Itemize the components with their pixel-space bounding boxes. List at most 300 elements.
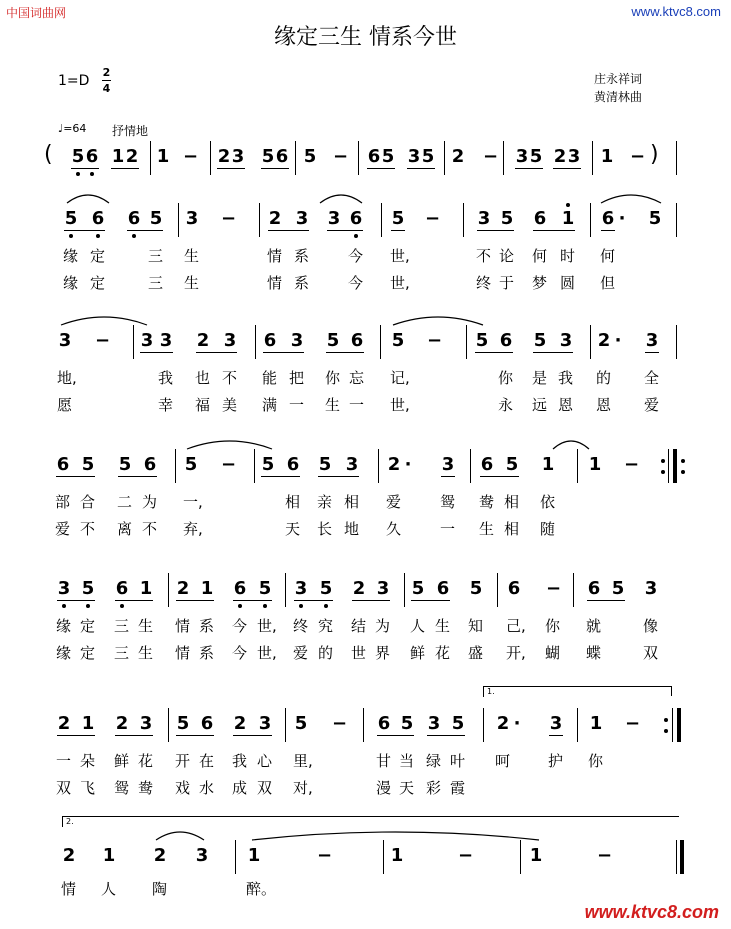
- lyric-char: 我: [558, 369, 574, 387]
- note: −: [183, 146, 199, 167]
- note: −: [425, 208, 441, 229]
- open-paren: (: [44, 142, 53, 167]
- lyric-char: 定: [90, 274, 106, 292]
- beam-underline: [326, 352, 364, 353]
- lyric-char: 相: [344, 493, 360, 511]
- note: 6: [436, 578, 450, 599]
- note: 6: [263, 330, 277, 351]
- note: −: [625, 713, 641, 734]
- slur-arc: [319, 190, 363, 204]
- lyricist-credit: 庄永祥词: [594, 72, 643, 86]
- note: 1: [390, 845, 404, 866]
- bar-line: [363, 708, 364, 742]
- beam-underline: [587, 600, 625, 601]
- lyric-char: 相: [504, 493, 520, 511]
- beam-underline: [601, 230, 615, 231]
- bar-line: [378, 449, 379, 483]
- lyric-char: 不: [80, 520, 96, 538]
- note: −: [624, 454, 640, 475]
- lyric-char: 在: [199, 752, 215, 770]
- final-bar-thick: [680, 840, 684, 874]
- beam-underline: [57, 600, 95, 601]
- lyric-char: 系: [199, 617, 215, 635]
- lyric-char: 生: [435, 617, 451, 635]
- lyric-char: 也: [195, 369, 211, 387]
- note: 3: [407, 146, 421, 167]
- lyric-char: 部: [55, 493, 71, 511]
- lyric-char: 情: [175, 617, 191, 635]
- lyric-char: 彩: [426, 779, 442, 797]
- note: 3: [477, 208, 491, 229]
- lyric-char: 亲: [317, 493, 333, 511]
- note: 2: [496, 713, 510, 734]
- lyric-char: 花: [138, 752, 154, 770]
- lyric-char: 呵: [495, 752, 511, 770]
- note: 2: [597, 330, 611, 351]
- note: 6: [499, 330, 513, 351]
- note: ·: [614, 330, 622, 351]
- repeat-dot: [681, 459, 685, 463]
- close-paren: ): [650, 142, 659, 167]
- note: ·: [513, 713, 521, 734]
- lyric-char: 护: [548, 752, 564, 770]
- lyric-char: 生: [138, 617, 154, 635]
- lyric-char: 鲜: [114, 752, 130, 770]
- bar-line: [381, 203, 382, 237]
- note: 3: [195, 845, 209, 866]
- lyric-char: 开,: [506, 644, 526, 662]
- note: 1: [102, 845, 116, 866]
- note: 1: [588, 454, 602, 475]
- repeat-bar-thick: [673, 449, 677, 483]
- beam-underline: [441, 476, 455, 477]
- lyric-char: 里,: [293, 752, 313, 770]
- beam-underline: [480, 476, 519, 477]
- lyric-char: 爱: [386, 493, 402, 511]
- note: 2: [387, 454, 401, 475]
- beam-underline: [64, 230, 105, 231]
- lyric-char: 朵: [80, 752, 96, 770]
- note: 5: [421, 146, 435, 167]
- lyric-char: 你: [325, 369, 341, 387]
- lyric-char: 今: [232, 644, 248, 662]
- bar-line: [175, 449, 176, 483]
- beam-underline: [118, 476, 157, 477]
- lyric-char: 的: [596, 369, 612, 387]
- lyric-char: 忘: [349, 369, 365, 387]
- lyric-char: 定: [80, 644, 96, 662]
- note: 6: [115, 578, 129, 599]
- lyric-char: 系: [294, 247, 310, 265]
- bar-line: [254, 449, 255, 483]
- lyric-char: 依: [540, 493, 556, 511]
- beam-underline: [377, 735, 414, 736]
- note: 5: [81, 454, 95, 475]
- lyric-char: 世,: [390, 396, 410, 414]
- slur-arc: [60, 312, 148, 326]
- lower-octave-dot: [299, 604, 303, 608]
- beam-underline: [477, 230, 514, 231]
- beam-underline: [645, 352, 659, 353]
- site-watermark-right[interactable]: www.ktvc8.com: [631, 4, 721, 19]
- note: 6: [200, 713, 214, 734]
- note: 1: [600, 146, 614, 167]
- lyric-char: 缘: [56, 617, 72, 635]
- beam-underline: [391, 230, 405, 231]
- lyric-char: 鲜: [410, 644, 426, 662]
- bar-line: [259, 203, 260, 237]
- note: 5: [64, 208, 78, 229]
- lyric-char: 双: [56, 779, 72, 797]
- lyric-char: 幸: [158, 396, 174, 414]
- note: 2: [57, 713, 71, 734]
- second-ending-label: 2.: [66, 817, 74, 826]
- lyric-char: 久: [386, 520, 402, 538]
- note: 2: [268, 208, 282, 229]
- note: 3: [549, 713, 563, 734]
- note: 3: [567, 146, 581, 167]
- lyric-char: 恩: [558, 396, 574, 414]
- note: 1: [529, 845, 543, 866]
- lyric-char: 离: [117, 520, 133, 538]
- repeat-dot: [661, 470, 665, 474]
- note: 1: [589, 713, 603, 734]
- note: 3: [159, 330, 173, 351]
- note: 3: [515, 146, 529, 167]
- note: 1: [156, 146, 170, 167]
- lyric-char: 人: [410, 617, 426, 635]
- lyric-char: 三: [114, 644, 130, 662]
- note: 5: [81, 578, 95, 599]
- lyric-char: 时: [560, 247, 576, 265]
- lyric-char: 全: [644, 369, 660, 387]
- lyric-char: 把: [289, 369, 305, 387]
- bar-line: [358, 141, 359, 175]
- lyric-char: 鸯: [479, 493, 495, 511]
- note: 3: [58, 330, 72, 351]
- lyric-char: 为: [142, 493, 158, 511]
- lyric-char: 何: [532, 247, 548, 265]
- note: 2: [125, 146, 139, 167]
- lyric-char: 天: [399, 779, 415, 797]
- note: 6: [601, 208, 615, 229]
- beam-underline: [233, 600, 272, 601]
- note: 5: [529, 146, 543, 167]
- lyric-char: 终: [293, 617, 309, 635]
- bar-line: [210, 141, 211, 175]
- beam-underline: [57, 735, 95, 736]
- lyric-char: 结: [351, 617, 367, 635]
- lyric-char: 甘: [376, 752, 392, 770]
- bar-line: [676, 203, 677, 237]
- note: 6: [275, 146, 289, 167]
- bar-line: [463, 203, 464, 237]
- note: 6: [143, 454, 157, 475]
- lyric-char: 像: [643, 617, 659, 635]
- lyric-char: 三: [114, 617, 130, 635]
- note: 3: [294, 578, 308, 599]
- lyric-char: 霞: [450, 779, 466, 797]
- lower-octave-dot: [263, 604, 267, 608]
- note: 2: [553, 146, 567, 167]
- beam-underline: [233, 735, 272, 736]
- lyric-char: 世,: [257, 644, 277, 662]
- time-bottom: 4: [102, 82, 111, 95]
- first-ending-bracket: [483, 686, 672, 697]
- site-watermark-left: 中国词曲网: [6, 6, 67, 20]
- bar-line: [466, 325, 467, 359]
- bar-line: [503, 141, 504, 175]
- beam-underline: [261, 168, 289, 169]
- lyric-char: 爱: [644, 396, 660, 414]
- beam-underline: [268, 230, 309, 231]
- lyric-char: 一,: [183, 493, 203, 511]
- note: 3: [327, 208, 341, 229]
- lower-octave-dot: [324, 604, 328, 608]
- note: 3: [185, 208, 199, 229]
- lyric-char: 记,: [390, 369, 410, 387]
- beam-underline: [140, 352, 173, 353]
- note: 6: [127, 208, 141, 229]
- note: 5: [400, 713, 414, 734]
- lyric-char: 就: [586, 617, 602, 635]
- lyric-char: 生: [479, 520, 495, 538]
- lyric-char: 世: [351, 644, 367, 662]
- lyric-char: 世,: [390, 274, 410, 292]
- lyric-char: 天: [285, 520, 301, 538]
- bar-line: [133, 325, 134, 359]
- lyric-char: 绿: [426, 752, 442, 770]
- lyric-char: 鸯: [138, 779, 154, 797]
- note: −: [221, 208, 237, 229]
- note: 3: [295, 208, 309, 229]
- note: 1: [541, 454, 555, 475]
- slur-arc: [600, 190, 662, 204]
- beam-underline: [515, 168, 543, 169]
- lyric-char: 系: [199, 644, 215, 662]
- note: −: [332, 713, 348, 734]
- lower-octave-dot: [69, 234, 73, 238]
- lower-octave-dot: [354, 234, 358, 238]
- note: 3: [559, 330, 573, 351]
- composer-credit: 黄清林曲: [594, 90, 643, 104]
- lower-octave-dot: [62, 604, 66, 608]
- lyric-char: 陶: [152, 880, 168, 898]
- note: 5: [391, 208, 405, 229]
- lyric-char: 三: [148, 247, 164, 265]
- lyric-char: 飞: [80, 779, 96, 797]
- bar-line: [404, 573, 405, 607]
- first-ending-label: 1.: [487, 687, 495, 696]
- lyric-char: 相: [285, 493, 301, 511]
- lyric-char: 对,: [293, 779, 313, 797]
- slur-arc: [155, 827, 205, 841]
- note: 5: [318, 454, 332, 475]
- lyric-char: 终: [476, 274, 492, 292]
- note: 3: [258, 713, 272, 734]
- repeat-dot: [664, 718, 668, 722]
- beam-underline: [196, 352, 237, 353]
- note: 6: [91, 208, 105, 229]
- note: 6: [587, 578, 601, 599]
- beam-underline: [176, 600, 214, 601]
- note: 6: [350, 330, 364, 351]
- footer-logo: www.ktvc8.com: [584, 902, 719, 922]
- repeat-bar: [672, 708, 673, 742]
- note: 5: [469, 578, 483, 599]
- beam-underline: [263, 352, 304, 353]
- lower-octave-dot: [86, 604, 90, 608]
- note: 6: [233, 578, 247, 599]
- bar-line: [380, 325, 381, 359]
- lyric-char: 生: [325, 396, 341, 414]
- note: 1: [81, 713, 95, 734]
- lyric-char: 世,: [257, 617, 277, 635]
- note: 5: [294, 713, 308, 734]
- lyric-char: 你: [545, 617, 561, 635]
- bar-line: [255, 325, 256, 359]
- bar-line: [285, 708, 286, 742]
- note: 1: [561, 208, 575, 229]
- lyric-char: 随: [540, 520, 556, 538]
- beam-underline: [56, 476, 95, 477]
- upper-octave-dot: [566, 203, 570, 207]
- note: −: [597, 845, 613, 866]
- lyric-char: 缘: [56, 644, 72, 662]
- note: 5: [319, 578, 333, 599]
- time-signature: [102, 66, 111, 95]
- lyric-char: 今: [232, 617, 248, 635]
- note: −: [630, 146, 646, 167]
- note: 3: [376, 578, 390, 599]
- note: 5: [611, 578, 625, 599]
- bar-line: [295, 141, 296, 175]
- bar-line: [168, 573, 169, 607]
- note: 5: [475, 330, 489, 351]
- slur-arc: [392, 312, 484, 326]
- lower-octave-dot: [120, 604, 124, 608]
- note: 3: [57, 578, 71, 599]
- lyric-char: 叶: [450, 752, 466, 770]
- note: 3: [427, 713, 441, 734]
- lyric-char: 但: [600, 274, 616, 292]
- note: −: [95, 330, 111, 351]
- lyric-char: 于: [499, 274, 515, 292]
- bar-line: [592, 141, 593, 175]
- note: 5: [149, 208, 163, 229]
- lyric-char: 鸳: [114, 779, 130, 797]
- lyric-char: 地: [344, 520, 360, 538]
- lyric-char: 究: [318, 617, 334, 635]
- lyric-char: 圆: [560, 274, 576, 292]
- lyric-char: 漫: [376, 779, 392, 797]
- bar-line: [483, 708, 484, 742]
- note: −: [483, 146, 499, 167]
- note: 6: [85, 146, 99, 167]
- note: 2: [217, 146, 231, 167]
- note: 5: [533, 330, 547, 351]
- lyric-char: 何: [600, 247, 616, 265]
- slur-arc: [251, 827, 540, 841]
- note: −: [546, 578, 562, 599]
- beam-underline: [367, 168, 395, 169]
- beam-underline: [549, 735, 563, 736]
- lyric-char: 知: [468, 617, 484, 635]
- note: 5: [71, 146, 85, 167]
- beam-underline: [115, 735, 153, 736]
- lyric-char: 一: [349, 396, 365, 414]
- lyric-char: 为: [375, 617, 391, 635]
- lyric-char: 爱: [293, 644, 309, 662]
- lyric-char: 恩: [596, 396, 612, 414]
- bar-line: [573, 573, 574, 607]
- bar-line: [285, 573, 286, 607]
- repeat-dot: [661, 459, 665, 463]
- lower-octave-dot: [90, 172, 94, 176]
- note: 2: [62, 845, 76, 866]
- lyric-char: 蝶: [586, 644, 602, 662]
- slur-arc: [66, 190, 110, 204]
- note: 2: [115, 713, 129, 734]
- lyric-char: 盛: [468, 644, 484, 662]
- lyric-char: 爱: [55, 520, 71, 538]
- lyric-char: 相: [504, 520, 520, 538]
- lyric-char: 合: [80, 493, 96, 511]
- beam-underline: [115, 600, 153, 601]
- lyric-char: 蝴: [545, 644, 561, 662]
- note: 3: [223, 330, 237, 351]
- lyric-char: 鸳: [440, 493, 456, 511]
- beam-underline: [553, 168, 581, 169]
- lyric-char: 永: [498, 396, 514, 414]
- lyric-char: 弃,: [183, 520, 203, 538]
- note: 5: [184, 454, 198, 475]
- bar-line: [577, 708, 578, 742]
- beam-underline: [176, 735, 214, 736]
- second-ending-bracket: [62, 816, 679, 827]
- song-title: 缘定三生 情系今世: [274, 25, 457, 50]
- lyric-char: 你: [588, 752, 604, 770]
- bar-line: [497, 573, 498, 607]
- note: 5: [258, 578, 272, 599]
- beam-underline: [217, 168, 245, 169]
- lyric-char: 醉。: [246, 880, 277, 898]
- lyric-char: 人: [101, 880, 117, 898]
- note: 1: [247, 845, 261, 866]
- beam-underline: [327, 230, 363, 231]
- beam-underline: [294, 600, 333, 601]
- beam-underline: [533, 352, 573, 353]
- volta-end: [671, 686, 672, 696]
- note: 6: [533, 208, 547, 229]
- note: 6: [286, 454, 300, 475]
- note: ·: [404, 454, 412, 475]
- lyric-char: 长: [317, 520, 333, 538]
- lyric-char: 水: [199, 779, 215, 797]
- note: 2: [233, 713, 247, 734]
- lyric-char: 己,: [506, 617, 526, 635]
- lyric-char: 三: [148, 274, 164, 292]
- note: 2: [451, 146, 465, 167]
- bar-line: [676, 325, 677, 359]
- lyric-char: 一: [56, 752, 72, 770]
- beam-underline: [318, 476, 359, 477]
- bar-line: [590, 325, 591, 359]
- lyric-char: 一: [440, 520, 456, 538]
- lyric-char: 福: [195, 396, 211, 414]
- lyric-char: 成: [232, 779, 248, 797]
- lyric-char: 世,: [390, 247, 410, 265]
